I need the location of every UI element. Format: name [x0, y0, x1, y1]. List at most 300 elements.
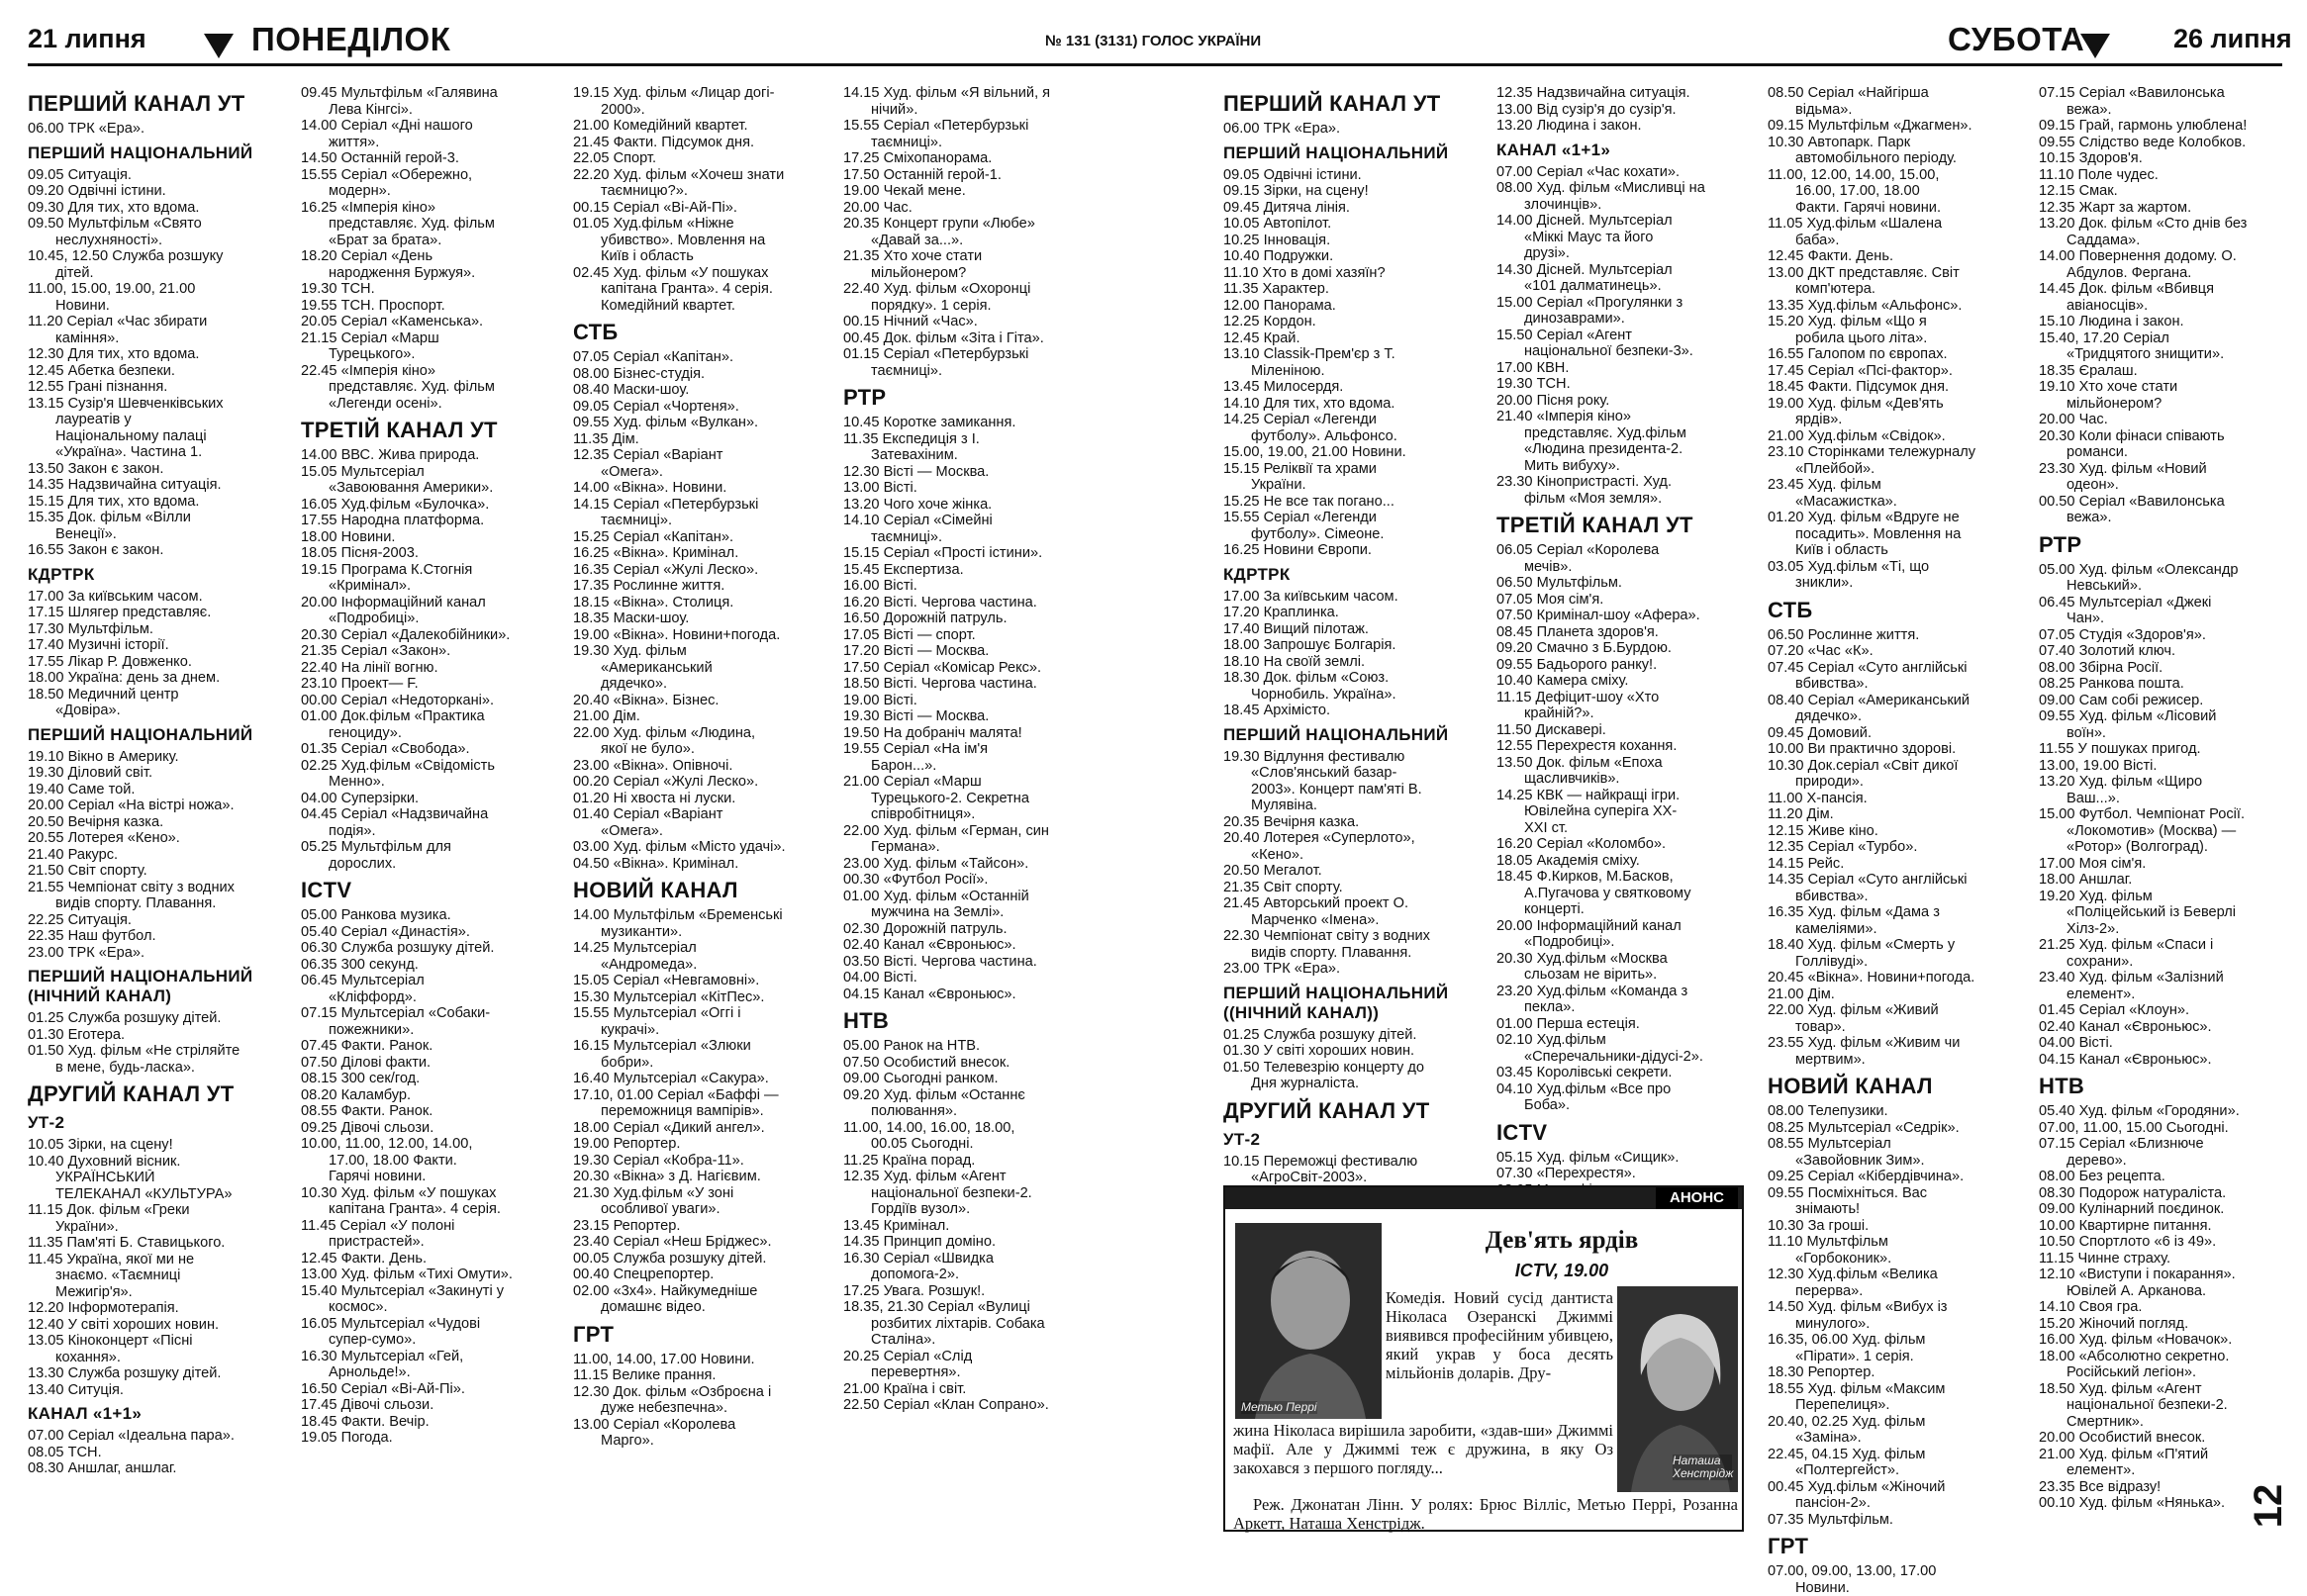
program-entry: 10.40 Подружки. [1223, 248, 1483, 265]
program-entry: 00.45 Худ.фільм «Жіночий [1768, 1479, 2027, 1496]
program-entry: 03.05 Худ.фільм «Ті, що [1768, 559, 2027, 576]
program-entry-continuation: таємниці». [843, 363, 1103, 380]
program-entry: 13.15 Сузір'я Шевченківських [28, 396, 287, 413]
program-entry-continuation: товар». [1768, 1019, 2027, 1036]
program-entry-continuation: дітей. [28, 265, 287, 282]
program-entry: 07.15 Серіал «Близнюче [2039, 1136, 2286, 1153]
program-entry-continuation: «Україна». Частина 1. [28, 444, 287, 461]
program-entry: 07.00 Серіал «Ідеальна пара». [28, 1428, 287, 1445]
program-entry-continuation: «Плейбой». [1768, 461, 2027, 478]
program-entry-continuation: Ювілейна суперіга ХХ- [1496, 803, 1756, 820]
program-entry: 20.30 «Вікна» з Д. Нагієвим. [573, 1169, 832, 1185]
program-entry: 21.35 Хто хоче стати [843, 248, 1103, 265]
program-entry-continuation: футболу». Альфонсо. [1223, 428, 1483, 445]
program-entry: 08.30 Аншлаг, аншлаг. [28, 1460, 287, 1477]
program-entry: 06.05 Серіал «Королева [1496, 542, 1756, 559]
announcement-subtitle: ICTV, 19.00 [1384, 1261, 1740, 1281]
program-entry-continuation: крайній?». [1496, 705, 1756, 722]
program-entry-continuation: «Кримінал». [301, 578, 560, 595]
program-entry: 10.40 Духовний вісник. [28, 1154, 287, 1171]
channel-heading: ГРТ [573, 1322, 832, 1348]
program-entry: 14.15 Серіал «Петербурзькі [573, 497, 832, 514]
program-entry: 10.45, 12.50 Служба розшуку [28, 248, 287, 265]
program-entry: 15.10 Людина і закон. [2039, 314, 2286, 330]
program-entry: 07.15 Мультсеріал «Собаки- [301, 1005, 560, 1022]
program-entry: 18.40 Худ. фільм «Смерть у [1768, 937, 2027, 954]
channel-heading: ПЕРШИЙ НАЦІОНАЛЬНИЙ [28, 143, 287, 163]
program-entry: 13.00 Від сузір'я до сузір'я. [1496, 102, 1756, 119]
program-entry: 12.30 Для тих, хто вдома. [28, 346, 287, 363]
program-entry: 13.20 Чого хоче жінка. [843, 497, 1103, 514]
program-entry: 09.45 Мультфільм «Галявина [301, 85, 560, 102]
program-entry: 11.50 Дискавері. [1496, 722, 1756, 739]
program-entry: 07.05 Студія «Здоров'я». [2039, 627, 2286, 644]
program-entry-continuation: Факти. Гарячі новини. [1768, 200, 2027, 217]
program-entry: 11.45 Серіал «У полоні [301, 1218, 560, 1235]
program-entry-continuation: друзі». [1496, 245, 1756, 262]
program-entry: 21.00 Дім. [573, 708, 832, 725]
program-entry-continuation: Російський легіон». [2039, 1364, 2286, 1381]
program-entry: 12.35 Серіал «Турбо». [1768, 839, 2027, 856]
program-entry: 14.25 Мультсеріал [573, 940, 832, 957]
program-entry: 05.00 Ранкова музика. [301, 907, 560, 924]
program-entry: 18.30 Репортер. [1768, 1364, 2027, 1381]
program-entry: 23.10 Проект— F. [301, 676, 560, 693]
program-entry: 01.50 Телевезрію концерту до [1223, 1060, 1483, 1077]
channel-heading: ICTV [1496, 1120, 1756, 1146]
channel-heading: ПЕРШИЙ НАЦІОНАЛЬНИЙ [1223, 725, 1483, 745]
program-entry: 02.10 Худ.фільм [1496, 1032, 1756, 1049]
page-header [0, 0, 2307, 55]
program-entry: 11.35 Характер. [1223, 281, 1483, 298]
program-entry-continuation: мужчина на Землі». [843, 904, 1103, 921]
program-entry: 13.45 Милосердя. [1223, 379, 1483, 396]
program-entry: 23.15 Репортер. [573, 1218, 832, 1235]
program-entry-continuation: Марченко «Імена». [1223, 912, 1483, 929]
program-entry-continuation: лауреатів у [28, 412, 287, 428]
channel-heading: УТ-2 [28, 1113, 287, 1133]
program-entry: 17.10, 01.00 Серіал «Баффі — [573, 1087, 832, 1104]
program-entry-continuation: «Людина президента-2. [1496, 441, 1756, 458]
program-entry: 17.25 Сміхопанорама. [843, 150, 1103, 167]
program-entry: 15.25 Серіал «Капітан». [573, 529, 832, 546]
program-entry: 03.45 Королівські секрети. [1496, 1065, 1756, 1081]
program-entry: 21.35 Серіал «Закон». [301, 643, 560, 660]
program-entry: 01.25 Служба розшуку дітей. [1223, 1027, 1483, 1044]
program-entry: 22.45 «Імперія кіно» [301, 363, 560, 380]
program-entry: 02.40 Канал «Євроньюс». [843, 937, 1103, 954]
program-entry: 19.10 Вікно в Америку. [28, 749, 287, 766]
program-entry: 17.35 Рослинне життя. [573, 578, 832, 595]
program-entry-continuation: видів спорту. Плавання. [1223, 945, 1483, 962]
program-entry: 15.25 Не все так погано... [1223, 494, 1483, 511]
program-entry: 23.55 Худ. фільм «Живим чи [1768, 1035, 2027, 1052]
program-entry: 01.15 Серіал «Петербурзькі [843, 346, 1103, 363]
program-entry: 11.35 Експедиція з І. [843, 431, 1103, 448]
program-entry: 20.40 Лотерея «Суперлото», [1223, 830, 1483, 847]
program-entry: 08.30 Подорож натураліста. [2039, 1185, 2286, 1202]
program-entry: 12.35 Серіал «Варіант [573, 447, 832, 464]
program-entry: 14.10 Для тих, хто вдома. [1223, 396, 1483, 413]
program-entry-continuation: робила цього літа». [1768, 330, 2027, 347]
program-entry: 05.00 Ранок на НТВ. [843, 1038, 1103, 1055]
program-entry-continuation: представляє. Худ.фільм [1496, 425, 1756, 442]
program-entry: 09.55 Худ. фільм «Вулкан». [573, 415, 832, 431]
program-entry: 06.50 Мультфільм. [1496, 575, 1756, 592]
program-entry: 08.25 Ранкова пошта. [2039, 676, 2286, 693]
program-entry-continuation: концерті. [1496, 901, 1756, 918]
channel-heading: ПЕРШИЙ НАЦІОНАЛЬНИЙ [28, 725, 287, 745]
program-entry: 14.25 Серіал «Легенди [1223, 412, 1483, 428]
program-entry: 11.00 Х-пансія. [1768, 791, 2027, 807]
program-entry-continuation: ярдів». [1768, 412, 2027, 428]
program-entry: 14.00 Мультфільм «Бременські [573, 907, 832, 924]
program-entry-continuation: дорослих. [301, 856, 560, 873]
program-entry-continuation: порядку». 1 серія. [843, 298, 1103, 315]
program-entry-continuation: Мулявіна. [1223, 798, 1483, 814]
program-entry-continuation: України. [1223, 477, 1483, 494]
program-entry-continuation: знаємо. «Таємниці [28, 1267, 287, 1284]
program-entry: 12.10 «Виступи і покарання». [2039, 1267, 2286, 1283]
program-entry: 17.55 Лікар Р. Довженко. [28, 654, 287, 671]
program-entry: 12.25 Кордон. [1223, 314, 1483, 330]
program-entry: 11.00, 14.00, 17.00 Новини. [573, 1352, 832, 1368]
program-entry-continuation: життя». [301, 135, 560, 151]
program-entry: 07.50 Ділові факти. [301, 1055, 560, 1072]
program-entry-continuation: представляє. Худ. фільм [301, 379, 560, 396]
program-entry: 15.40 Мультсеріал «Закинуті у [301, 1283, 560, 1300]
program-entry: 22.00 Худ. фільм «Живий [1768, 1002, 2027, 1019]
program-entry: 01.45 Серіал «Клоун». [2039, 1002, 2286, 1019]
schedule-column-8 [2039, 85, 2286, 1512]
program-entry: 22.25 Ситуація. [28, 912, 287, 929]
program-entry: 20.35 Концерт групи «Любе» [843, 216, 1103, 233]
program-entry-continuation: «Локомотив» (Москва) — [2039, 823, 2286, 840]
program-entry: 13.30 Служба розшуку дітей. [28, 1365, 287, 1382]
program-entry: 19.55 Серіал «На ім'я [843, 741, 1103, 758]
program-entry: 02.40 Канал «Євроньюс». [2039, 1019, 2286, 1036]
program-entry-continuation: ТЕЛЕКАНАЛ «КУЛЬТУРА» [28, 1186, 287, 1203]
program-entry: 14.10 Своя гра. [2039, 1299, 2286, 1316]
program-entry: 09.55 Слідство веде Колобков. [2039, 135, 2286, 151]
program-entry-continuation: зникли». [1768, 575, 2027, 592]
program-entry: 09.00 Сьогодні ранком. [843, 1071, 1103, 1087]
program-entry-continuation: Затевахіним. [843, 447, 1103, 464]
channel-heading: ПЕРШИЙ НАЦІОНАЛЬНИЙ [1223, 143, 1483, 163]
program-entry: 08.50 Серіал «Найгірша [1768, 85, 2027, 102]
schedule-column-4 [843, 85, 1103, 1414]
program-entry: 12.55 Перехрестя кохання. [1496, 738, 1756, 755]
program-entry: 15.55 Мультсеріал «Оггі і [573, 1005, 832, 1022]
program-entry: 01.50 Худ. фільм «Не стріляйте [28, 1043, 287, 1060]
program-entry-continuation: дуже небезпечна». [573, 1400, 832, 1417]
program-entry-continuation: щасливчиків». [1496, 771, 1756, 788]
program-entry: 16.35 Серіал «Жулі Лескo». [573, 562, 832, 579]
program-entry: 23.00 Худ. фільм «Тайсон». [843, 856, 1103, 873]
program-entry: 18.35 Маски-шоу. [573, 610, 832, 627]
program-entry: 07.15 Серіал «Вавилонська [2039, 85, 2286, 102]
program-entry: 18.45 Факти. Підсумок дня. [1768, 379, 2027, 396]
channel-heading: ICTV [301, 878, 560, 903]
program-entry: 22.40 На лінії вогню. [301, 660, 560, 677]
program-entry: 06.00 ТРК «Ера». [1223, 121, 1483, 138]
program-entry: 20.05 Серіал «Каменська». [301, 314, 560, 330]
day-left: ПОНЕДІЛОК [251, 23, 450, 55]
program-entry: 04.15 Канал «Євроньюс». [2039, 1052, 2286, 1069]
program-entry-continuation: дерево». [2039, 1153, 2286, 1170]
program-entry: 05.25 Мультфільм для [301, 839, 560, 856]
program-entry-continuation: одеон». [2039, 477, 2286, 494]
channel-heading: НТВ [2039, 1074, 2286, 1099]
program-entry: 20.25 Серіал «Слід [843, 1349, 1103, 1365]
announcement-credits: Реж. Джонатан Лінн. У ролях: Брюс Вілліс, Метью Перрі, Розанна Аркетт, Наташа Хенстрідж. [1233, 1495, 1738, 1533]
program-entry: 07.45 Серіал «Суто англійські [1768, 660, 2027, 677]
program-entry: 07.50 Особистий внесок. [843, 1055, 1103, 1072]
program-entry: 11.10 Поле чудес. [2039, 167, 2286, 184]
program-entry: 19.30 Серіал «Кобра-11». [573, 1153, 832, 1170]
program-entry-continuation: Турецького». [301, 346, 560, 363]
program-entry: 08.40 Серіал «Американський [1768, 693, 2027, 709]
program-entry-continuation: музиканти». [573, 924, 832, 941]
program-entry-continuation: пристрастей». [301, 1234, 560, 1251]
program-entry-continuation: сохрани». [2039, 954, 2286, 971]
program-entry-continuation: відьма». [1768, 102, 2027, 119]
program-entry-continuation: «Омега». [573, 823, 832, 840]
program-entry: 00.30 «Футбол Росії». [843, 872, 1103, 889]
program-entry: 09.20 Одвічні істини. [28, 183, 287, 200]
program-entry: 00.45 Док. фільм «Зіта і Гіта». [843, 330, 1103, 347]
program-entry: 02.25 Худ.фільм «Свідомість [301, 758, 560, 775]
program-entry: 19.30 Діловий світ. [28, 765, 287, 782]
program-entry: 15.05 Серіал «Невгамовні». [573, 973, 832, 989]
program-entry: 17.20 Краплинка. [1223, 605, 1483, 621]
program-entry: 19.15 Програма К.Стогнія [301, 562, 560, 579]
program-entry-continuation: А.Пугачова у святковому [1496, 886, 1756, 902]
program-entry: 10.00 Ви практично здорові. [1768, 741, 2027, 758]
program-entry: 22.20 Худ. фільм «Хочеш знати [573, 167, 832, 184]
program-entry: 12.45 Абетка безпеки. [28, 363, 287, 380]
program-entry: 20.00 Пісня року. [1496, 393, 1756, 410]
program-entry: 14.45 Док. фільм «Вбивця [2039, 281, 2286, 298]
program-entry: 20.40 «Вікна». Бізнес. [573, 693, 832, 709]
date-right: 26 липня [2173, 26, 2292, 52]
program-entry: 13.20 Худ. фільм «Щиро [2039, 774, 2286, 791]
program-entry: 11.45 Україна, якої ми не [28, 1252, 287, 1268]
program-entry: 14.00 Дісней. Мультсеріал [1496, 213, 1756, 230]
program-entry: 07.35 Мультфільм. [1768, 1512, 2027, 1529]
program-entry: 03.50 Вісті. Чергова частина. [843, 954, 1103, 971]
program-entry-continuation: 2003». Концерт пам'яті В. [1223, 782, 1483, 798]
program-entry: 00.00 Серіал «Недоторкані». [301, 693, 560, 709]
program-entry: 04.45 Серіал «Надзвичайна [301, 806, 560, 823]
program-entry-continuation: кохання». [28, 1350, 287, 1366]
program-entry: 21.00 Серіал «Марш [843, 774, 1103, 791]
program-entry-continuation: «Кено». [1223, 847, 1483, 864]
program-entry-continuation: природи». [1768, 774, 2027, 791]
program-entry: 23.00 ТРК «Ера». [28, 945, 287, 962]
program-entry: 10.00, 11.00, 12.00, 14.00, [301, 1136, 560, 1153]
channel-heading: КАНАЛ «1+1» [28, 1404, 287, 1424]
program-entry: 12.35 Худ. фільм «Агент [843, 1169, 1103, 1185]
program-entry: 17.55 Народна платформа. [301, 513, 560, 529]
program-entry: 08.05 ТСН. [28, 1445, 287, 1461]
program-entry-continuation: Барон...». [843, 758, 1103, 775]
program-entry: 22.40 Худ. фільм «Охоронці [843, 281, 1103, 298]
program-entry-continuation: мільйонером? [2039, 396, 2286, 413]
program-entry: 09.45 Дитяча лінія. [1223, 200, 1483, 217]
program-entry: 20.00 Час. [2039, 412, 2286, 428]
program-entry: 05.40 Серіал «Династія». [301, 924, 560, 941]
program-entry: 23.10 Сторінками тележурналу [1768, 444, 2027, 461]
program-entry: 07.45 Факти. Ранок. [301, 1038, 560, 1055]
program-entry-continuation: нічий». [843, 102, 1103, 119]
program-entry-continuation: елемент». [2039, 1462, 2286, 1479]
program-entry: 20.40, 02.25 Худ. фільм [1768, 1414, 2027, 1431]
program-entry: 11.20 Дім. [1768, 806, 2027, 823]
program-entry: 02.30 Дорожній патруль. [843, 921, 1103, 938]
day-right: СУБОТА [1948, 23, 2084, 55]
program-entry: 19.20 Худ. фільм [2039, 889, 2286, 905]
program-entry-continuation: подія». [301, 823, 560, 840]
program-entry: 15.00 Футбол. Чемпіонат Росії. [2039, 806, 2286, 823]
program-entry: 09.55 Бадьорого ранку!. [1496, 657, 1756, 674]
program-entry: 08.00 Телепузики. [1768, 1103, 2027, 1120]
program-entry-continuation: Чорнобиль. Україна». [1223, 687, 1483, 704]
program-entry-continuation: «Американський [573, 660, 832, 677]
program-entry-continuation: «Андромеда». [573, 957, 832, 974]
program-entry: 05.15 Худ. фільм «Сищик». [1496, 1150, 1756, 1167]
channel-heading: НТВ [843, 1008, 1103, 1034]
program-entry: 15.20 Худ. фільм «Що я [1768, 314, 2027, 330]
program-entry: 08.20 Каламбур. [301, 1087, 560, 1104]
program-entry: 22.45, 04.15 Худ. фільм [1768, 1447, 2027, 1463]
program-entry-continuation: Новини. [1768, 1580, 2027, 1596]
program-entry: 18.45 Архімісто. [1223, 703, 1483, 719]
program-entry-continuation: мертвим». [1768, 1052, 2027, 1069]
program-entry: 11.15 Дефіцит-шоу «Хто [1496, 690, 1756, 706]
program-entry: 08.00 Без рецепта. [2039, 1169, 2286, 1185]
program-entry-continuation: «Подробиці». [301, 610, 560, 627]
program-entry: 07.20 «Час «К». [1768, 643, 2027, 660]
program-entry: 15.15 Серіал «Прості істини». [843, 545, 1103, 562]
program-entry: 04.15 Канал «Євроньюс». [843, 986, 1103, 1003]
program-entry: 01.00 Худ. фільм «Останній [843, 889, 1103, 905]
program-entry: 16.05 Худ.фільм «Булочка». [301, 497, 560, 514]
program-entry: 04.00 Вісті. [2039, 1035, 2286, 1052]
program-entry: 15.05 Мультсеріал [301, 464, 560, 481]
program-entry-continuation: «Масажистка». [1768, 494, 2027, 511]
program-entry-continuation: таємниці». [843, 529, 1103, 546]
program-entry-continuation: таємницю?». [573, 183, 832, 200]
program-entry: 08.45 Планета здоров'я. [1496, 624, 1756, 641]
program-entry: 21.00 Худ. фільм «П'ятий [2039, 1447, 2286, 1463]
program-entry-continuation: Венеції». [28, 526, 287, 543]
program-entry: 22.05 Спорт. [573, 150, 832, 167]
program-entry-continuation: Гордіїв вузол». [843, 1201, 1103, 1218]
program-entry: 14.35 Принцип доміно. [843, 1234, 1103, 1251]
program-entry: 08.55 Факти. Ранок. [301, 1103, 560, 1120]
program-entry: 13.10 Classik-Прем'єр з Т. [1223, 346, 1483, 363]
program-entry: 21.00 Комедійний квартет. [573, 118, 832, 135]
program-entry: 09.45 Домовий. [1768, 725, 2027, 742]
program-entry-continuation: дядечко». [573, 676, 832, 693]
schedule-column-5 [1223, 85, 1483, 1252]
program-entry: 11.10 Хто в домі хазяїн? [1223, 265, 1483, 282]
program-entry-continuation: Турецького-2. Секретна [843, 791, 1103, 807]
channel-heading: КДРТРК [28, 565, 287, 585]
program-entry-continuation: пансіон-2». [1768, 1495, 2027, 1512]
program-entry-continuation: убивство». Мовлення на [573, 233, 832, 249]
program-entry-continuation: Саддама». [2039, 233, 2286, 249]
schedule-column-1 [28, 85, 287, 1477]
program-entry-continuation: каміння». [28, 330, 287, 347]
program-entry-continuation: «Довіра». [28, 703, 287, 719]
program-entry: 09.55 Посміхніться. Вас [1768, 1185, 2027, 1202]
program-entry: 17.50 Останній герой-1. [843, 167, 1103, 184]
program-entry: 09.00 Кулінарний поєдинок. [2039, 1201, 2286, 1218]
program-entry-continuation: злочинців». [1496, 197, 1756, 214]
program-entry: 07.00, 09.00, 13.00, 17.00 [1768, 1563, 2027, 1580]
program-entry: 21.15 Серіал «Марш [301, 330, 560, 347]
program-entry: 14.00 ВВС. Жива природа. [301, 447, 560, 464]
program-entry: 08.15 300 сек/год. [301, 1071, 560, 1087]
program-entry: 18.30 Док. фільм «Союз. [1223, 670, 1483, 687]
program-entry: 22.50 Серіал «Клан Сопрано». [843, 1397, 1103, 1414]
program-entry-continuation: модерн». [301, 183, 560, 200]
program-entry: 17.00 КВН. [1496, 360, 1756, 377]
program-entry-continuation: полювання». [843, 1103, 1103, 1120]
program-entry: 11.15 Док. фільм «Греки [28, 1202, 287, 1219]
program-entry-continuation: Гарячі новини. [301, 1169, 560, 1185]
program-entry: 16.25 «Вікна». Кримінал. [573, 545, 832, 562]
program-entry-continuation: особливої уваги». [573, 1201, 832, 1218]
program-entry: 12.45 Факти. День. [301, 1251, 560, 1267]
program-entry: 21.45 Авторський проект О. [1223, 895, 1483, 912]
program-entry: 18.00 Аншлаг. [2039, 872, 2286, 889]
program-entry: 19.10 Хто хоче стати [2039, 379, 2286, 396]
program-entry: 06.45 Мультсеріал [301, 973, 560, 989]
portrait-image-1 [1235, 1223, 1382, 1419]
program-entry: 20.30 Коли фінаси співають [2039, 428, 2286, 445]
program-entry: 20.00 Інформаційний канал [301, 595, 560, 611]
program-entry: 23.45 Худ. фільм [1768, 477, 2027, 494]
program-entry: 11.00, 14.00, 16.00, 18.00, [843, 1120, 1103, 1137]
program-entry: 18.50 Медичний центр [28, 687, 287, 704]
announcement-box [1223, 1185, 1744, 1532]
program-entry-continuation: перерва». [1768, 1283, 2027, 1300]
program-entry: 21.45 Факти. Підсумок дня. [573, 135, 832, 151]
program-entry: 20.50 Вечірня казка. [28, 814, 287, 831]
program-entry-continuation: «Міккі Маус та його [1496, 230, 1756, 246]
program-entry-continuation: «Пірати». 1 серія. [1768, 1349, 2027, 1365]
program-entry: 11.05 Худ.фільм «Шалена [1768, 216, 2027, 233]
program-entry: 20.35 Вечірня казка. [1223, 814, 1483, 831]
program-entry-continuation: «Заміна». [1768, 1430, 2027, 1447]
program-entry-continuation: 17.00, 18.00 Факти. [301, 1153, 560, 1170]
program-entry: 17.05 Вісті — спорт. [843, 627, 1103, 644]
program-entry: 19.30 Відлуння фестивалю [1223, 749, 1483, 766]
program-entry: 11.55 У пошуках пригод. [2039, 741, 2286, 758]
program-entry-continuation: автомобільного періоду. [1768, 150, 2027, 167]
program-entry-continuation: Голлівуді». [1768, 954, 2027, 971]
program-entry-continuation: футболу». Сімеоне. [1223, 526, 1483, 543]
program-entry: 19.00 «Вікна». Новини+погода. [573, 627, 832, 644]
program-entry: 11.35 Дім. [573, 431, 832, 448]
program-entry-continuation: «Сперечальники-дідусі-2». [1496, 1049, 1756, 1066]
program-entry: 00.15 Серіал «Ві-Ай-Пі». [573, 200, 832, 217]
schedule-column-6 [1496, 85, 1756, 1231]
program-entry: 11.25 Країна порад. [843, 1153, 1103, 1170]
